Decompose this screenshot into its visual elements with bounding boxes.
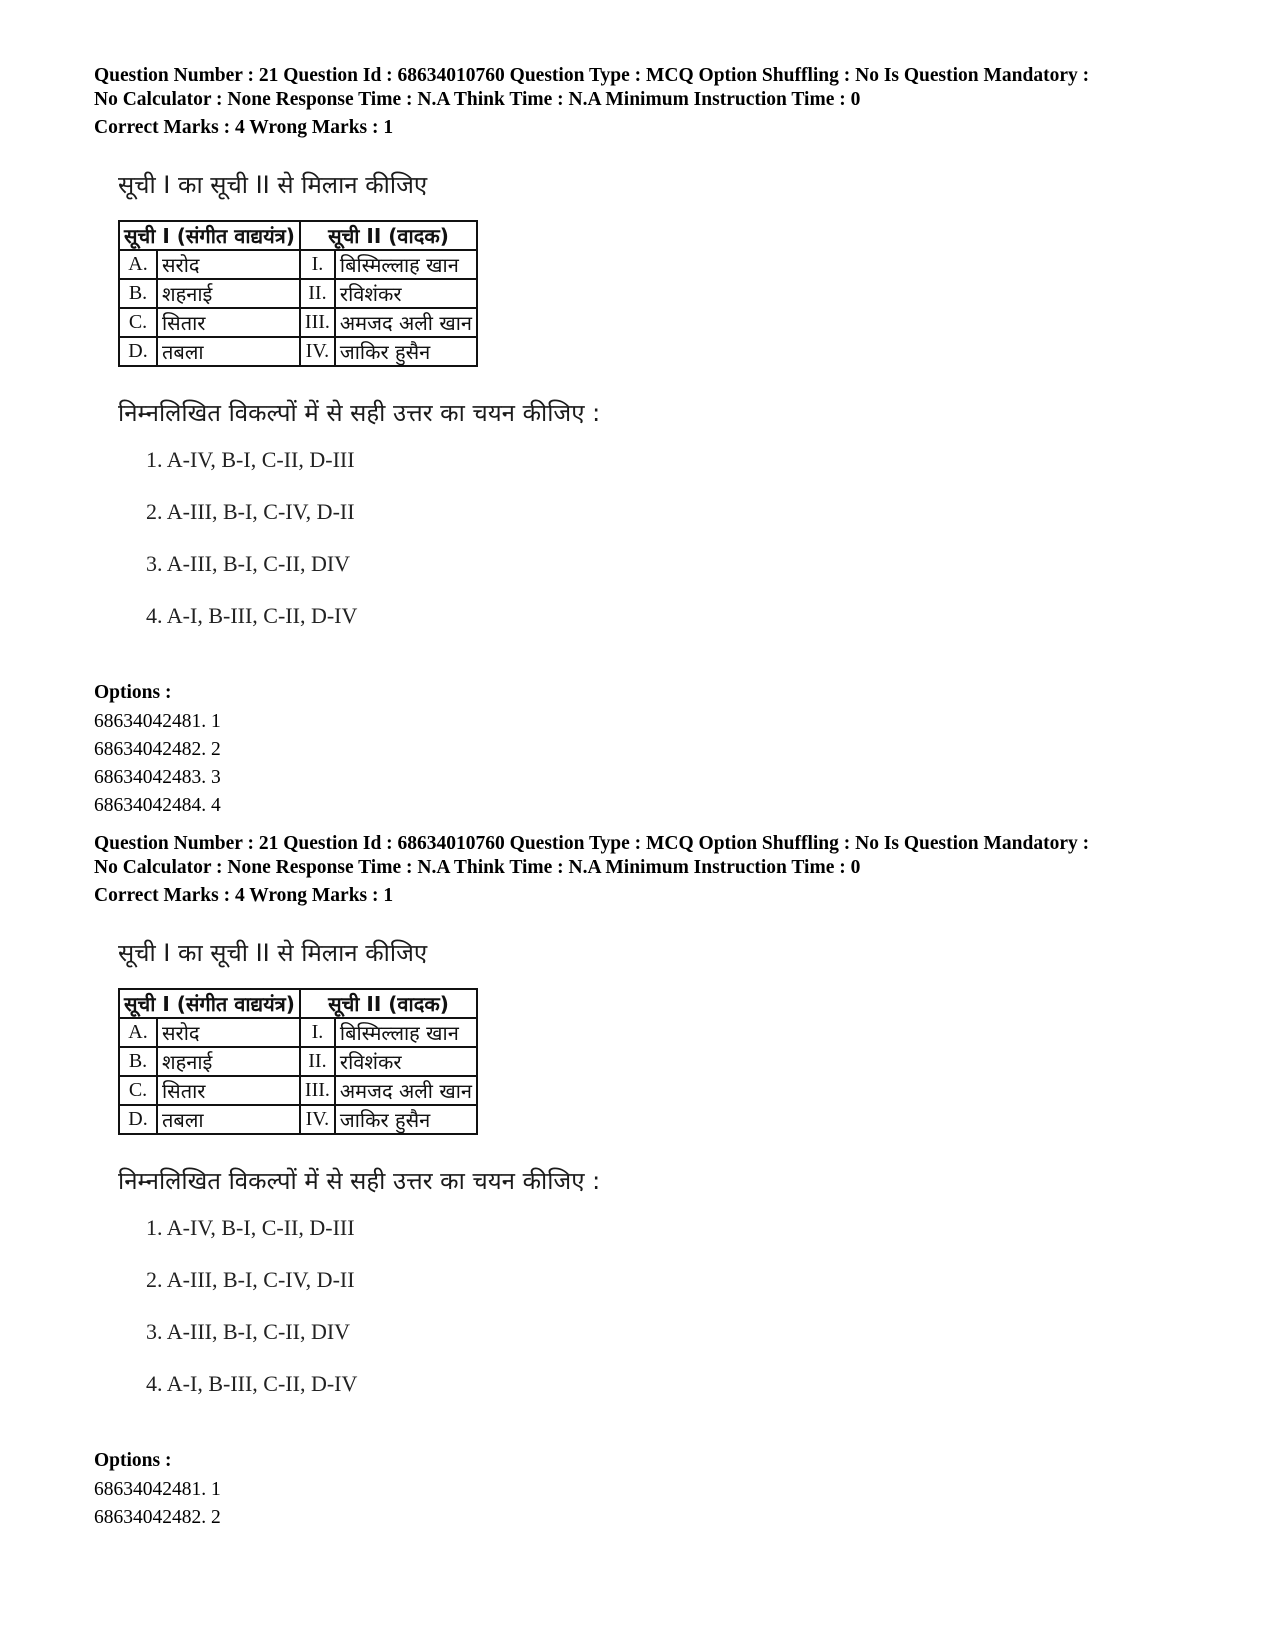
list1-key: A. bbox=[119, 1018, 157, 1047]
match-table bbox=[118, 220, 478, 367]
options-title: Options : bbox=[94, 682, 172, 703]
list1-value: शहनाई bbox=[157, 279, 300, 308]
list1-key: D. bbox=[119, 1105, 157, 1134]
meta-line-1: Question Number : 21 Question Id : 68634010760 Question Type : MCQ Option Shuffling : No Is Question Mandatory : bbox=[94, 65, 1090, 86]
list1-key: A. bbox=[119, 250, 157, 279]
instruction-text: सूची I का सूची II से मिलान कीजिए bbox=[118, 939, 428, 967]
option-item: 68634042482. 2 bbox=[94, 739, 221, 760]
list1-key: B. bbox=[119, 279, 157, 308]
list2-value: बिस्मिल्लाह खान bbox=[335, 250, 477, 279]
option-item: 68634042481. 1 bbox=[94, 711, 221, 732]
table-header-left: सूची I (संगीत वाद्ययंत्र) bbox=[119, 989, 300, 1018]
list1-key: C. bbox=[119, 308, 157, 337]
list2-key: III. bbox=[300, 308, 335, 337]
list1-value: सितार bbox=[157, 308, 300, 337]
table-header-row bbox=[119, 989, 477, 1018]
marks-line: Correct Marks : 4 Wrong Marks : 1 bbox=[94, 885, 394, 906]
list1-value: सरोद bbox=[157, 250, 300, 279]
table-row bbox=[119, 279, 477, 308]
meta-line-2: No Calculator : None Response Time : N.A Think Time : N.A Minimum Instruction Time : 0 bbox=[94, 857, 861, 878]
list2-key: I. bbox=[300, 250, 335, 279]
table-header-left: सूची I (संगीत वाद्ययंत्र) bbox=[119, 221, 300, 250]
choice-item: 4. A-I, B-III, C-II, D-IV bbox=[146, 1371, 358, 1396]
list2-value: रविशंकर bbox=[335, 1047, 477, 1076]
marks-line: Correct Marks : 4 Wrong Marks : 1 bbox=[94, 117, 394, 138]
table-header-right: सूची II (वादक) bbox=[300, 989, 477, 1018]
table-row bbox=[119, 308, 477, 337]
table-row bbox=[119, 1076, 477, 1105]
list1-key: D. bbox=[119, 337, 157, 366]
list2-key: I. bbox=[300, 1018, 335, 1047]
question-meta bbox=[94, 832, 1214, 880]
choice-item: 1. A-IV, B-I, C-II, D-III bbox=[146, 447, 355, 472]
list1-value: सितार bbox=[157, 1076, 300, 1105]
list2-key: IV. bbox=[300, 337, 335, 366]
prompt-text: निम्नलिखित विकल्पों में से सही उत्तर का चयन कीजिए : bbox=[118, 1167, 601, 1195]
list2-key: II. bbox=[300, 1047, 335, 1076]
list2-value: जाकिर हुसैन bbox=[335, 337, 477, 366]
list1-value: तबला bbox=[157, 1105, 300, 1134]
match-table bbox=[118, 988, 478, 1135]
list2-key: II. bbox=[300, 279, 335, 308]
choice-item: 3. A-III, B-I, C-II, DIV bbox=[146, 551, 351, 576]
list2-value: बिस्मिल्लाह खान bbox=[335, 1018, 477, 1047]
list2-key: IV. bbox=[300, 1105, 335, 1134]
prompt-text: निम्नलिखित विकल्पों में से सही उत्तर का चयन कीजिए : bbox=[118, 399, 601, 427]
option-item: 68634042482. 2 bbox=[94, 1507, 221, 1528]
list1-key: B. bbox=[119, 1047, 157, 1076]
list2-value: जाकिर हुसैन bbox=[335, 1105, 477, 1134]
choice-item: 2. A-III, B-I, C-IV, D-II bbox=[146, 1267, 355, 1292]
meta-line-1: Question Number : 21 Question Id : 68634010760 Question Type : MCQ Option Shuffling : No Is Question Mandatory : bbox=[94, 833, 1090, 854]
list1-value: शहनाई bbox=[157, 1047, 300, 1076]
choice-item: 3. A-III, B-I, C-II, DIV bbox=[146, 1319, 351, 1344]
table-row bbox=[119, 1105, 477, 1134]
choice-item: 2. A-III, B-I, C-IV, D-II bbox=[146, 499, 355, 524]
choice-item: 4. A-I, B-III, C-II, D-IV bbox=[146, 603, 358, 628]
option-item: 68634042481. 1 bbox=[94, 1479, 221, 1500]
list1-value: सरोद bbox=[157, 1018, 300, 1047]
list2-key: III. bbox=[300, 1076, 335, 1105]
options-title: Options : bbox=[94, 1450, 172, 1471]
list2-value: रविशंकर bbox=[335, 279, 477, 308]
list1-value: तबला bbox=[157, 337, 300, 366]
table-row bbox=[119, 1018, 477, 1047]
option-item: 68634042483. 3 bbox=[94, 767, 221, 788]
question-meta bbox=[94, 64, 1214, 112]
option-item: 68634042484. 4 bbox=[94, 795, 221, 816]
list2-value: अमजद अली खान bbox=[335, 1076, 477, 1105]
table-header-row bbox=[119, 221, 477, 250]
table-row bbox=[119, 337, 477, 366]
meta-line-2: No Calculator : None Response Time : N.A Think Time : N.A Minimum Instruction Time : 0 bbox=[94, 89, 861, 110]
choice-item: 1. A-IV, B-I, C-II, D-III bbox=[146, 1215, 355, 1240]
list2-value: अमजद अली खान bbox=[335, 308, 477, 337]
table-row bbox=[119, 250, 477, 279]
table-row bbox=[119, 1047, 477, 1076]
table-header-right: सूची II (वादक) bbox=[300, 221, 477, 250]
list1-key: C. bbox=[119, 1076, 157, 1105]
instruction-text: सूची I का सूची II से मिलान कीजिए bbox=[118, 171, 428, 199]
